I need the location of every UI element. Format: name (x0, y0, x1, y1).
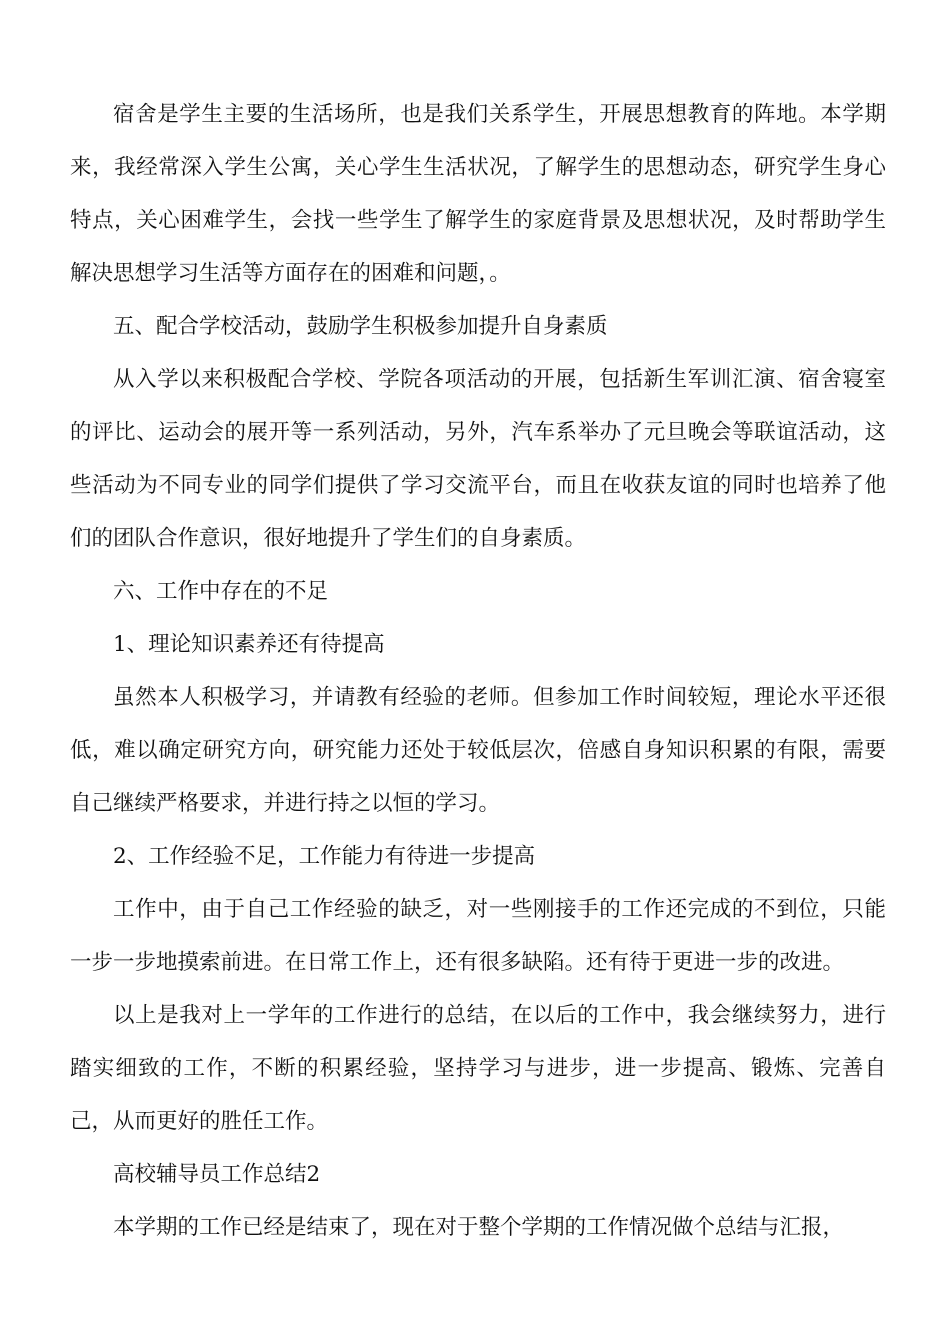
paragraph-conclusion: 以上是我对上一学年的工作进行的总结，在以后的工作中，我会继续努力，进行踏实细致的工作，不断的积累经验，坚持学习与进步，进一步提高、锻炼、完善自己，从而更好的胜任工作。 (70, 1003, 886, 1134)
document-body (70, 88, 886, 1254)
paragraph-work-experience: 工作中，由于自己工作经验的缺乏，对一些刚接手的工作还完成的不到位，只能一步一步地摸索前进。在日常工作上，还有很多缺陷。还有待于更进一步的改进。 (70, 897, 886, 975)
subheading-theory-knowledge: 1、理论知识素养还有待提高 (113, 632, 385, 657)
paragraph-theory-knowledge: 虽然本人积极学习，并请教有经验的老师。但参加工作时间较短，理论水平还很低，难以确定研究方向，研究能力还处于较低层次，倍感自身知识积累的有限，需要自己继续严格要求，并进行持之以恒的学习。 (70, 685, 886, 816)
section-heading-school-activities: 五、配合学校活动，鼓励学生积极参加提升自身素质 (113, 314, 608, 339)
paragraph-summary-2-intro: 本学期的工作已经是结束了，现在对于整个学期的工作情况做个总结与汇报， (113, 1215, 845, 1240)
paragraph-school-activities: 从入学以来积极配合学校、学院各项活动的开展，包括新生军训汇演、宿舍寝室的评比、运动会的展开等一系列活动，另外，汽车系举办了元旦晚会等联谊活动，这些活动为不同专业的同学们提供了学习交流平台，而且在收获友谊的同时也培养了他们的团队合作意识，很好地提升了学生们的自身素质。 (70, 367, 886, 551)
section-heading-shortcomings: 六、工作中存在的不足 (113, 579, 329, 604)
paragraph-dormitory-work: 宿舍是学生主要的生活场所，也是我们关系学生，开展思想教育的阵地。本学期来，我经常深入学生公寓，关心学生生活状况，了解学生的思想动态，研究学生身心特点，关心困难学生，会找一些学生了解学生的家庭背景及思想状况，及时帮助学生解决思想学习生活等方面存在的困难和问题，。 (70, 102, 886, 286)
subheading-work-experience: 2、工作经验不足，工作能力有待进一步提高 (113, 844, 536, 869)
article-title-summary-2: 高校辅导员工作总结2 (113, 1162, 321, 1187)
